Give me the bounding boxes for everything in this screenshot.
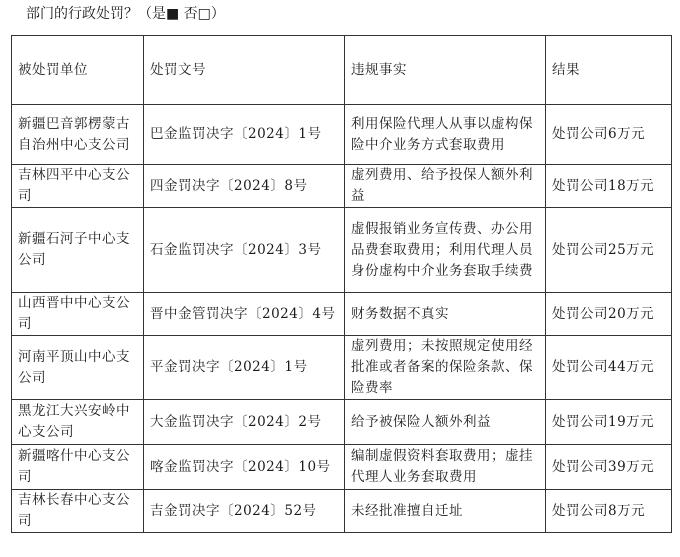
table-body bbox=[12, 105, 672, 533]
cell-result: 处罚公司18万元 bbox=[546, 165, 672, 208]
cell-unit: 山西晋中中心支公司 bbox=[12, 293, 144, 336]
cell-doc-number: 晋中金管罚决字〔2024〕4号 bbox=[144, 293, 345, 336]
cell-result: 处罚公司19万元 bbox=[546, 400, 672, 445]
intro-question: 部门的行政处罚？（是■ 否□） bbox=[26, 6, 225, 22]
cell-doc-number: 大金监罚决字〔2024〕2号 bbox=[144, 400, 345, 445]
cell-result: 处罚公司44万元 bbox=[546, 336, 672, 400]
cell-violation-fact: 虚假报销业务宣传费、办公用品费套取费用；利用代理人员身份虚构中介业务套取手续费 bbox=[345, 208, 546, 293]
cell-violation-fact: 虚列费用、给予投保人额外利益 bbox=[345, 165, 546, 208]
cell-doc-number: 喀金监罚决字〔2024〕10号 bbox=[144, 445, 345, 490]
table-row bbox=[12, 336, 672, 400]
penalty-table-container bbox=[11, 35, 671, 533]
table-row bbox=[12, 208, 672, 293]
table-header bbox=[12, 36, 672, 105]
table-row bbox=[12, 400, 672, 445]
cell-result: 处罚公司8万元 bbox=[546, 490, 672, 533]
cell-doc-number: 平金罚决字〔2024〕1号 bbox=[144, 336, 345, 400]
cell-unit: 新疆巴音郭楞蒙古自治州中心支公司 bbox=[12, 105, 144, 165]
cell-violation-fact: 财务数据不真实 bbox=[345, 293, 546, 336]
penalty-table bbox=[11, 35, 672, 533]
cell-doc-number: 吉金罚决字〔2024〕52号 bbox=[144, 490, 345, 533]
cell-violation-fact: 利用保险代理人从事以虚构保险中介业务方式套取费用 bbox=[345, 105, 546, 165]
cell-violation-fact: 未经批准擅自迁址 bbox=[345, 490, 546, 533]
cell-unit: 吉林长春中心支公司 bbox=[12, 490, 144, 533]
header-result: 结果 bbox=[546, 36, 672, 105]
cell-doc-number: 石金监罚决字〔2024〕3号 bbox=[144, 208, 345, 293]
cell-unit: 新疆石河子中心支公司 bbox=[12, 208, 144, 293]
cell-doc-number: 巴金监罚决字〔2024〕1号 bbox=[144, 105, 345, 165]
cell-doc-number: 四金罚决字〔2024〕8号 bbox=[144, 165, 345, 208]
table-row bbox=[12, 490, 672, 533]
cell-violation-fact: 给予被保险人额外利益 bbox=[345, 400, 546, 445]
table-row bbox=[12, 105, 672, 165]
cell-unit: 河南平顶山中心支公司 bbox=[12, 336, 144, 400]
cell-unit: 黑龙江大兴安岭中心支公司 bbox=[12, 400, 144, 445]
cell-violation-fact: 编制虚假资料套取费用；虚挂代理人业务套取费用 bbox=[345, 445, 546, 490]
cell-result: 处罚公司20万元 bbox=[546, 293, 672, 336]
header-violation-fact: 违规事实 bbox=[345, 36, 546, 105]
header-doc-number: 处罚文号 bbox=[144, 36, 345, 105]
header-unit: 被处罚单位 bbox=[12, 36, 144, 105]
cell-unit: 吉林四平中心支公司 bbox=[12, 165, 144, 208]
cell-unit: 新疆喀什中心支公司 bbox=[12, 445, 144, 490]
table-row bbox=[12, 165, 672, 208]
cell-result: 处罚公司39万元 bbox=[546, 445, 672, 490]
cell-result: 处罚公司6万元 bbox=[546, 105, 672, 165]
table-row bbox=[12, 445, 672, 490]
table-row bbox=[12, 293, 672, 336]
cell-result: 处罚公司25万元 bbox=[546, 208, 672, 293]
header-row bbox=[12, 36, 672, 105]
cell-violation-fact: 虚列费用；未按照规定使用经批准或者备案的保险条款、保险费率 bbox=[345, 336, 546, 400]
